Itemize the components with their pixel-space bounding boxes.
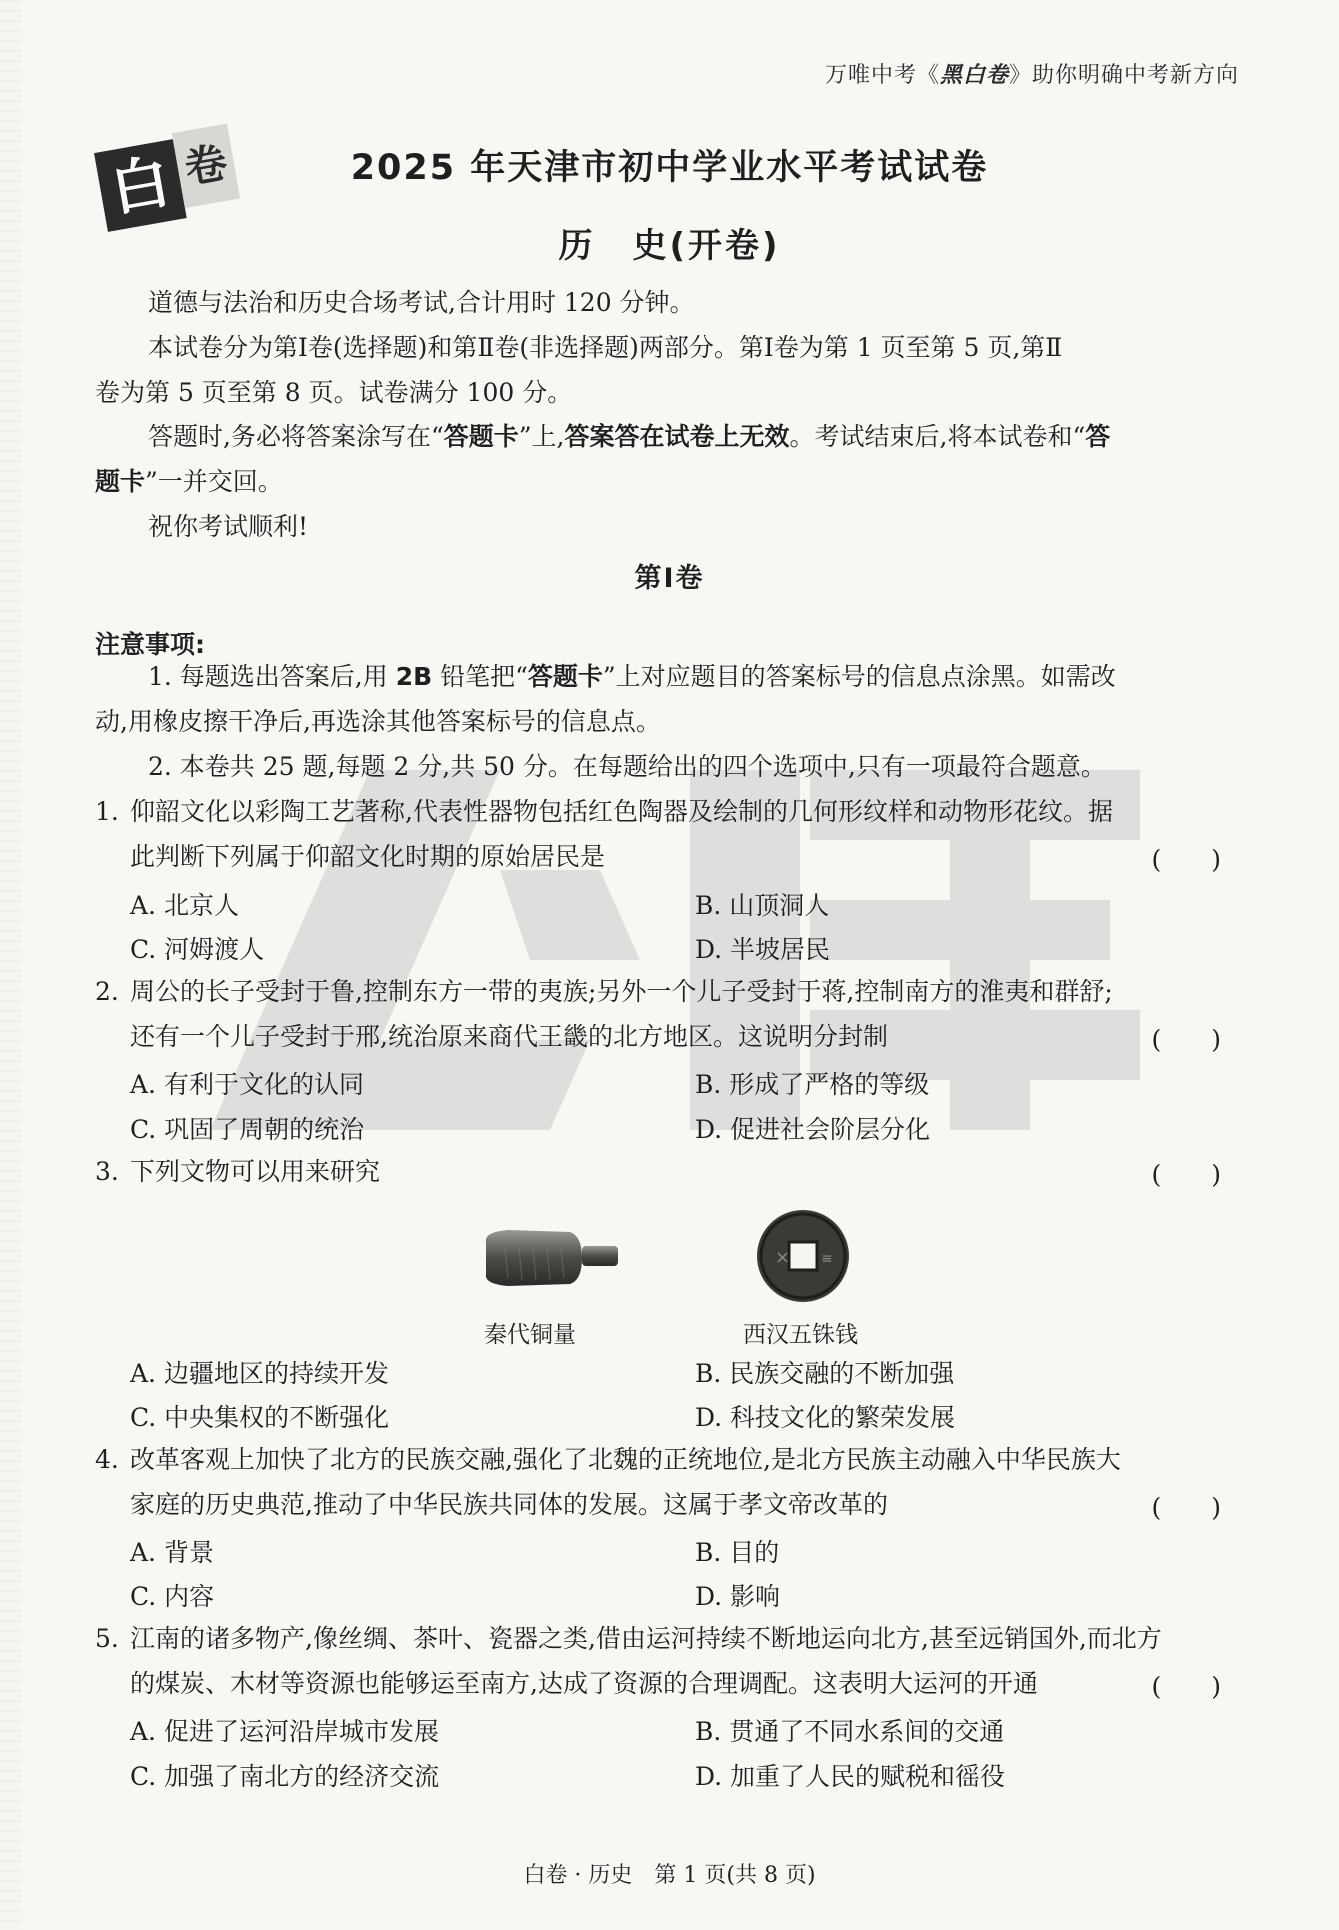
question-text: 家庭的历史典范,推动了中华民族共同体的发展。这属于孝文帝改革的	[130, 1490, 888, 1519]
answer-paren: ( )	[1151, 1672, 1221, 1701]
page-footer: 白卷 · 历史 第 1 页(共 8 页)	[523, 1863, 816, 1888]
slogan-brand: 黑白卷	[939, 63, 1009, 88]
question-number: 4.	[95, 1445, 119, 1474]
intro-line: 卷为第 5 页至第 8 页。试卷满分 100 分。	[95, 378, 573, 407]
question-number: 2.	[95, 977, 119, 1006]
image-caption: 秦代铜量	[484, 1322, 576, 1348]
qin-bronze-measure-image	[478, 1222, 628, 1294]
option-d: D. 促进社会阶层分化	[695, 1115, 931, 1144]
scan-edge	[0, 0, 22, 1930]
notice-bold: 2B	[395, 662, 433, 691]
han-wuzhu-coin-image	[753, 1206, 853, 1306]
notice-text: ”上对应题目的答案标号的信息点涂黑。如需改	[602, 662, 1116, 691]
question-text: 下列文物可以用来研究	[130, 1157, 381, 1186]
badge-sub: 卷	[172, 124, 240, 209]
question-number: 1.	[95, 797, 119, 826]
slogan-text-tail: 》助你明确中考新方向	[1008, 63, 1239, 88]
intro-bold: 题卡	[95, 467, 146, 496]
intro-line: 本试卷分为第Ⅰ卷(选择题)和第Ⅱ卷(非选择题)两部分。第Ⅰ卷为第 1 页至第 5 页,第Ⅱ	[148, 333, 1063, 362]
question-text: 此判断下列属于仰韶文化时期的原始居民是	[130, 842, 606, 871]
intro-text: ”一并交回。	[145, 467, 283, 496]
option-d: D. 科技文化的繁荣发展	[695, 1403, 956, 1432]
section-heading: 第Ⅰ卷	[634, 563, 705, 594]
svg-text:×: ×	[775, 1247, 791, 1268]
intro-line	[95, 465, 283, 499]
exam-subtitle: 历 史(开卷)	[558, 226, 781, 266]
answer-paren: ( )	[1151, 1160, 1221, 1189]
notice-line: 动,用橡皮擦干净后,再选涂其他答案标号的信息点。	[95, 707, 661, 736]
option-c: C. 河姆渡人	[130, 935, 265, 964]
intro-text: 。考试结束后,将本试卷和“	[789, 422, 1086, 451]
answer-paren: ( )	[1151, 1493, 1221, 1522]
option-c: C. 加强了南北方的经济交流	[130, 1762, 440, 1791]
notice-line	[148, 660, 1116, 694]
intro-bold: 答	[1085, 422, 1111, 451]
answer-paren: ( )	[1151, 1025, 1221, 1054]
notice-text: 铅笔把“	[432, 662, 528, 691]
option-d: D. 半坡居民	[695, 935, 831, 964]
image-caption: 西汉五铢钱	[743, 1322, 858, 1348]
question-text: 周公的长子受封于鲁,控制东方一带的夷族;另外一个儿子受封于蒋,控制南方的淮夷和群舒;	[130, 977, 1113, 1006]
answer-paren: ( )	[1151, 845, 1221, 874]
intro-text: ”上,	[518, 422, 565, 451]
option-a: A. 边疆地区的持续开发	[130, 1359, 389, 1388]
question-text: 改革客观上加快了北方的民族交融,强化了北魏的正统地位,是北方民族主动融入中华民族大	[130, 1445, 1121, 1474]
badge-main: 白	[94, 139, 187, 232]
slogan-text: 万唯中考《	[824, 63, 940, 88]
intro-line: 祝你考试顺利!	[148, 512, 309, 541]
option-c: C. 内容	[130, 1582, 215, 1611]
question-text: 仰韶文化以彩陶工艺著称,代表性器物包括红色陶器及绘制的几何形纹样和动物形花纹。据	[130, 797, 1113, 826]
option-b: B. 目的	[695, 1538, 780, 1567]
svg-text:≡: ≡	[821, 1251, 833, 1267]
question-text: 江南的诸多物产,像丝绸、茶叶、瓷器之类,借由运河持续不断地运向北方,甚至远销国外,而北方	[130, 1624, 1162, 1653]
option-c: C. 中央集权的不断强化	[130, 1403, 390, 1432]
option-c: C. 巩固了周朝的统治	[130, 1115, 365, 1144]
notice-bold: 答题卡	[527, 662, 603, 691]
option-d: D. 加重了人民的赋税和徭役	[695, 1762, 1006, 1791]
notice-title: 注意事项:	[95, 630, 205, 659]
exam-title: 2025 年天津市初中学业水平考试试卷	[350, 148, 989, 188]
intro-bold: 答题卡	[443, 422, 519, 451]
intro-bold: 答案答在试卷上无效	[564, 422, 790, 451]
header-slogan	[825, 58, 1239, 89]
option-a: A. 促进了运河沿岸城市发展	[130, 1717, 439, 1746]
question-text: 的煤炭、木材等资源也能够运至南方,达成了资源的合理调配。这表明大运河的开通	[130, 1669, 1038, 1698]
option-b: B. 山顶洞人	[695, 891, 830, 920]
question-number: 3.	[95, 1157, 119, 1186]
question-text: 还有一个儿子受封于邢,统治原来商代王畿的北方地区。这说明分封制	[130, 1022, 888, 1051]
intro-text: 答题时,务必将答案涂写在“	[148, 422, 444, 451]
intro-line	[148, 420, 1110, 454]
notice-line: 2. 本卷共 25 题,每题 2 分,共 50 分。在每题给出的四个选项中,只有一项最符合题意。	[148, 752, 1106, 781]
question-number: 5.	[95, 1624, 119, 1653]
option-b: B. 形成了严格的等级	[695, 1070, 930, 1099]
option-b: B. 贯通了不同水系间的交通	[695, 1717, 1005, 1746]
option-b: B. 民族交融的不断加强	[695, 1359, 955, 1388]
intro-line: 道德与法治和历史合场考试,合计用时 120 分钟。	[148, 288, 695, 317]
option-a: A. 有利于文化的认同	[130, 1070, 364, 1099]
option-d: D. 影响	[695, 1582, 781, 1611]
option-a: A. 北京人	[130, 891, 239, 920]
option-a: A. 背景	[130, 1538, 214, 1567]
notice-text: 1. 每题选出答案后,用	[148, 662, 396, 691]
